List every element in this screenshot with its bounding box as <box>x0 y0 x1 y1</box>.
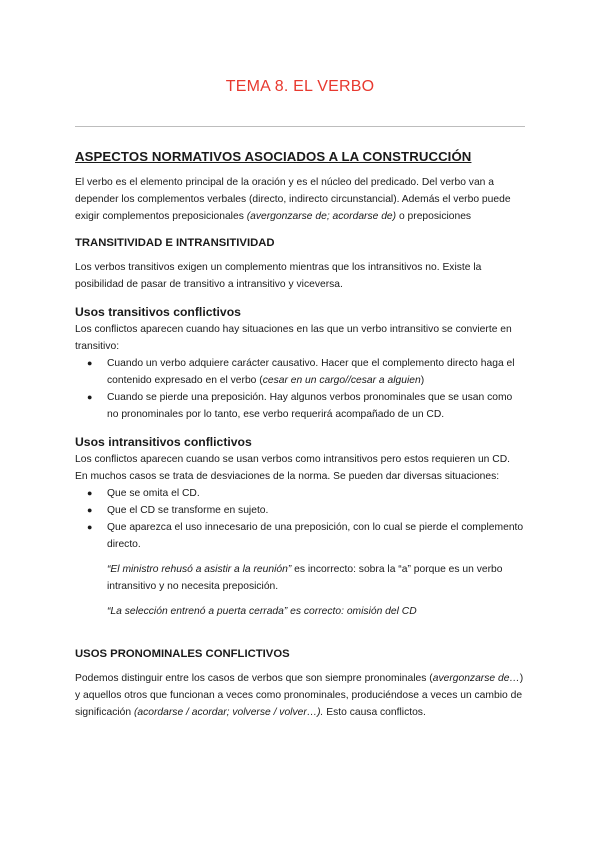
item-text: Que el CD se transforme en sujeto. <box>107 505 269 516</box>
page-title: TEMA 8. EL VERBO <box>225 78 375 95</box>
example-sentence: “El ministro rehusó a asistir a la reunión” <box>107 564 292 575</box>
example-incorrect <box>75 561 525 595</box>
list-item <box>87 519 525 553</box>
pron-text-b: ) y aquellos otros que funcionan a veces como pronominales, produciéndose a veces un cambio de significación <box>75 673 524 718</box>
bullet-icon: ● <box>87 522 93 532</box>
bullet-icon: ● <box>87 488 93 498</box>
item-text-end: ) <box>420 375 425 386</box>
list-item <box>87 355 525 389</box>
bullet-icon: ● <box>87 505 93 515</box>
list-item <box>87 502 525 519</box>
list-item <box>87 485 525 502</box>
bullet-icon: ● <box>87 358 93 368</box>
intro-example: (avergonzarse de; acordarse de) <box>246 211 397 222</box>
transitividad-paragraph: Los verbos transitivos exigen un complemento mientras que los intransitivos no. Existe la posibilidad de pasar de transitivo a intransitivo y viceversa. <box>75 262 482 290</box>
pron-example-2: (acordarse / acordar; volverse / volver…). <box>133 707 324 718</box>
section-heading-pronominales: USOS PRONOMINALES CONFLICTIVOS <box>75 648 290 660</box>
subheading-usos-intransitivos: Usos intransitivos conflictivos <box>75 435 252 449</box>
pron-text-c: Esto causa conflictos. <box>323 707 426 718</box>
example-explanation: es correcto: omisión del CD <box>287 606 417 617</box>
example-explanation: es incorrecto: sobra la “a” porque es un verbo intransitivo y no necesita preposición. <box>107 564 503 592</box>
pron-example-1: avergonzarse de… <box>432 673 520 684</box>
pron-text-a: Podemos distinguir entre los casos de verbos que son siempre pronominales ( <box>75 673 433 684</box>
example-sentence: “La selección entrenó a puerta cerrada” <box>107 606 288 617</box>
section-heading-aspectos: ASPECTOS NORMATIVOS ASOCIADOS A LA CONSTRUCCIÓN <box>75 149 472 164</box>
intro-text-a: El verbo es el elemento principal de la oración y es el núcleo del predicado. Del verbo van a depender los complementos verbales (directo, indirecto circunstancial). Además el verbo puede exigir complementos preposicionales <box>75 177 511 222</box>
bullet-icon: ● <box>87 392 93 402</box>
item-text: Que aparezca el uso innecesario de una preposición, con lo cual se pierde el complemento directo. <box>107 522 524 550</box>
usos-transitivos-paragraph: Los conflictos aparecen cuando hay situaciones en las que un verbo intransitivo se convierte en transitivo: <box>75 324 512 352</box>
usos-intransitivos-paragraph: Los conflictos aparecen cuando se usan verbos como intransitivos pero estos requieren un CD. En muchos casos se trata de desviaciones de la norma. Se pueden dar diversas situaciones: <box>75 454 510 482</box>
example-correct <box>75 603 525 620</box>
item-text: Que se omita el CD. <box>107 488 200 499</box>
item-example: cesar en un cargo//cesar a alguien <box>262 375 421 386</box>
list-item <box>87 389 525 423</box>
usos-intransitivos-list <box>75 485 525 553</box>
intro-text-b: o preposiciones <box>396 211 472 222</box>
usos-transitivos-list <box>75 355 525 423</box>
item-text: Cuando se pierde una preposición. Hay algunos verbos pronominales que se usan como no pronominales por lo tanto, ese verbo requerirá acompañado de un CD. <box>107 392 513 420</box>
item-text: Cuando un verbo adquiere carácter causativo. Hacer que el complemento directo haga el contenido expresado en el verbo ( <box>107 358 515 386</box>
title-divider <box>75 126 525 127</box>
intro-paragraph <box>75 174 525 225</box>
subheading-usos-transitivos: Usos transitivos conflictivos <box>75 305 241 319</box>
pronominales-paragraph <box>75 670 525 721</box>
section-heading-transitividad: TRANSITIVIDAD E INTRANSITIVIDAD <box>75 237 275 249</box>
